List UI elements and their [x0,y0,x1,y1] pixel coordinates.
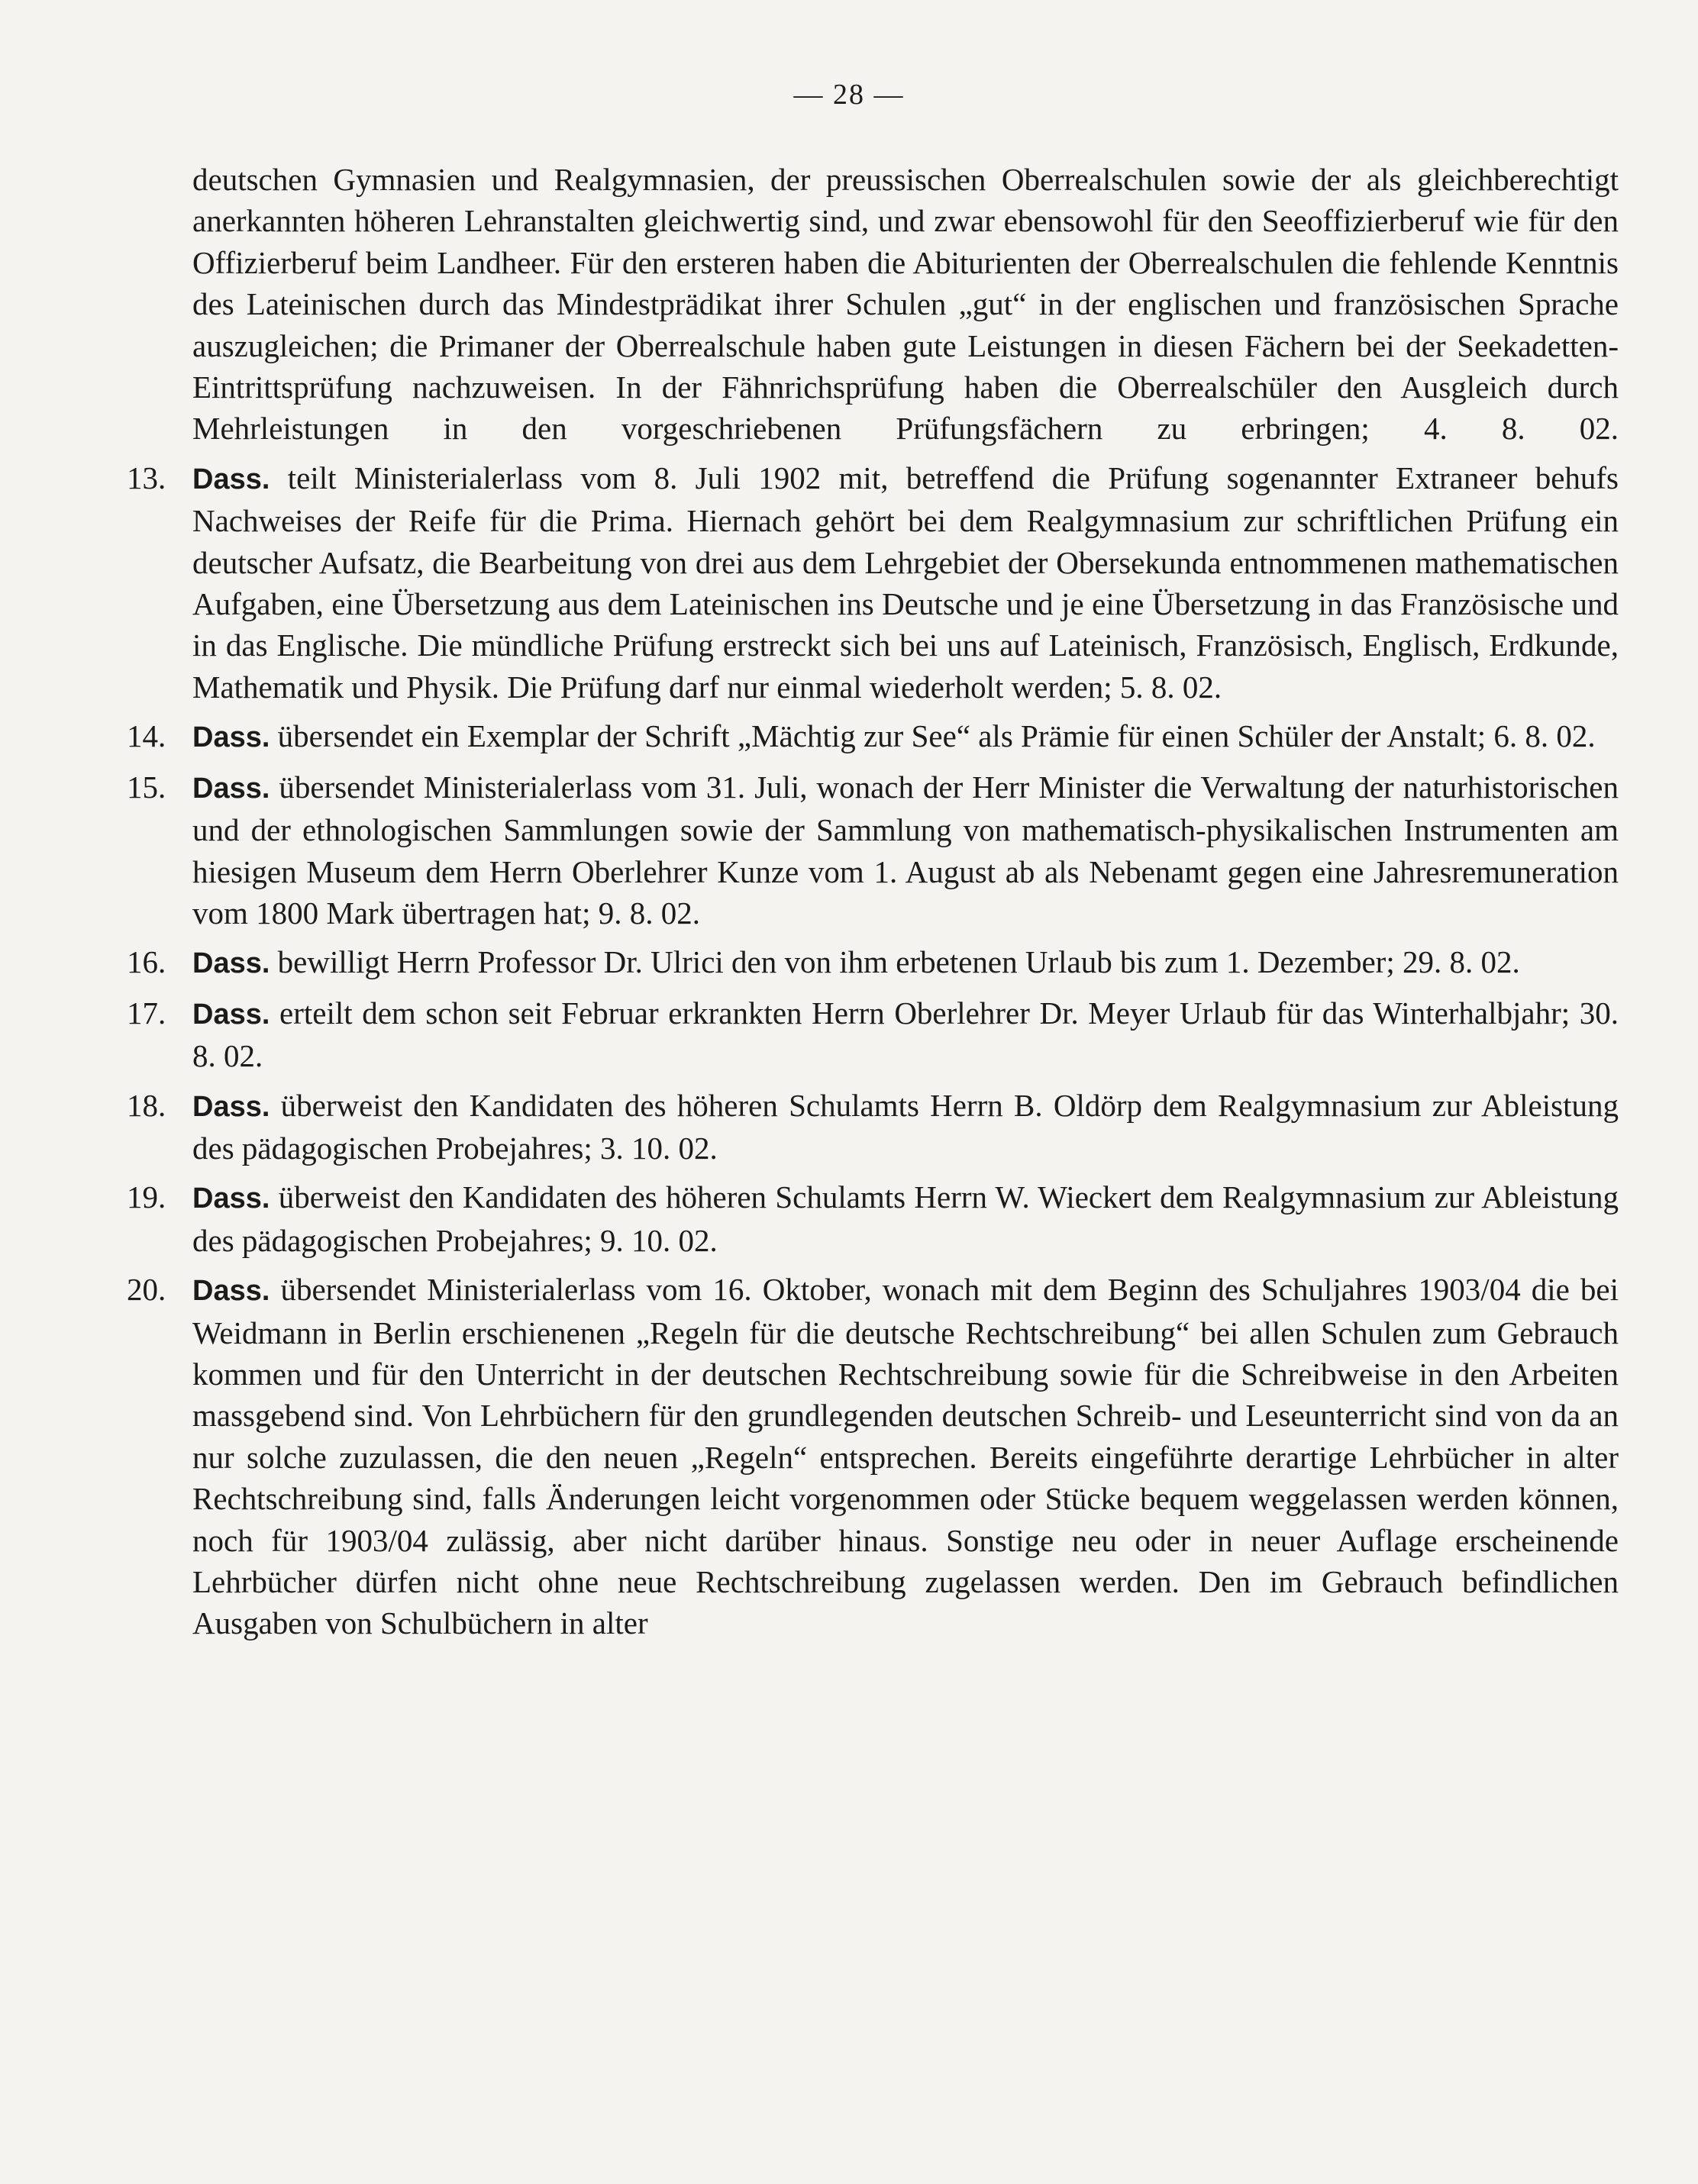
entry-body: überweist den Kandidaten des höheren Schulamts Herrn B. Oldörp dem Realgymnasium zur Ableistung des pädagogischen Probejahres; 3. 10. 02. [192,1087,1619,1166]
entry-14 [127,715,1619,758]
entry-lead: Dass. [192,1182,270,1215]
entry-number: 18. [127,1087,166,1123]
entry-lead: Dass. [192,463,270,495]
entry-text [192,766,1619,934]
entry-text [192,715,1619,758]
entry-lead: Dass. [192,947,270,980]
entry-text [192,457,1619,708]
entry-13 [127,457,1619,708]
entry-20 [127,1269,1619,1644]
entry-number: 19. [127,1179,166,1215]
entry-body: übersendet ein Exemplar der Schrift „Mächtig zur See“ als Prämie für einen Schüler der Anstalt; 6. 8. 02. [277,718,1596,754]
entry-number: 16. [127,944,166,980]
entry-text [192,941,1619,984]
entry-lead: Dass. [192,998,270,1031]
entry-body: übersendet Ministerialerlass vom 16. Oktober, wonach mit dem Beginn des Schuljahres 1903/04 die bei Weidmann in Berlin erschienenen „Regeln für die deutsche Rechtschreibung“ bei allen Schulen zum Gebrauch kommen und für den Unterricht in der deutschen Rechtschreibung sowie für die Schreibweise in den Arbeiten massgebend sind. Von Lehrbüchern für den grundlegenden deutschen Schreib- und Leseunterricht sind von da an nur solche zuzulassen, die den neuen „Regeln“ entsprechen. Bereits eingeführte derartige Lehrbücher in alter Rechtschreibung sind, falls Änderungen leicht vorgenommen oder Stücke bequem weggelassen werden können, noch für 1903/04 zulässig, aber nicht darüber hinaus. Sonstige neu oder in neuer Auflage erscheinende Lehrbücher dürfen nicht ohne neue Rechtschreibung zugelassen werden. Den im Gebrauch befindlichen Ausgaben von Schulbüchern in alter [192,1272,1619,1641]
entry-text [192,1176,1619,1261]
entry-body: erteilt dem schon seit Februar erkrankten Herrn Oberlehrer Dr. Meyer Urlaub für das Winterhalbjahr; 30. 8. 02. [192,995,1619,1074]
entry-19 [127,1176,1619,1261]
entry-15 [127,766,1619,934]
entry-number: 14. [127,718,166,754]
entry-body: überweist den Kandidaten des höheren Schulamts Herrn W. Wieckert dem Realgymnasium zur Ableistung des pädagogischen Probejahres; 9. 10. 02. [192,1179,1619,1258]
entry-text [192,1085,1619,1169]
entry-18 [127,1085,1619,1169]
entry-text [192,992,1619,1077]
entry-lead: Dass. [192,772,270,805]
entry-body: teilt Ministerialerlass vom 8. Juli 1902 mit, betreffend die Prüfung sogenannter Extraneer behufs Nachweises der Reife für die Prima. Hiernach gehört bei dem Realgymnasium zur schriftlichen Prüfung ein deutscher Aufsatz, die Bearbeitung von drei aus dem Lehrgebiet der Obersekunda entnommenen mathematischen Aufgaben, eine Übersetzung aus dem Lateinischen ins Deutsche und je eine Übersetzung in das Französische und in das Englische. Die mündliche Prüfung erstreckt sich bei uns auf Lateinisch, Französisch, Englisch, Erdkunde, Mathematik und Physik. Die Prüfung darf nur einmal wiederholt werden; 5. 8. 02. [192,460,1619,705]
entry-lead: Dass. [192,1275,270,1308]
entry-16 [127,941,1619,984]
entry-number: 13. [127,460,166,495]
entry-lead: Dass. [192,721,270,754]
page-number: — 28 — [793,79,905,111]
document-body [127,159,1619,1644]
entry-body: übersendet Ministerialerlass vom 31. Juli, wonach der Herr Minister die Verwaltung der naturhistorischen und der ethnologischen Sammlungen sowie der Sammlung von mathematisch-physikalischen Instrumenten am hiesigen Museum dem Herrn Oberlehrer Kunze vom 1. August ab als Nebenamt gegen eine Jahresremuneration vom 1800 Mark übertragen hat; 9. 8. 02. [192,769,1619,931]
entry-text [192,1269,1619,1644]
entry-17 [127,992,1619,1077]
entry-number: 17. [127,995,166,1031]
entry-body: bewilligt Herrn Professor Dr. Ulrici den von ihm erbetenen Urlaub bis zum 1. Dezember; 29. 8. 02. [277,944,1520,980]
intro-paragraph: deutschen Gymnasien und Realgymnasien, der preussischen Oberrealschulen sowie der als gleichberechtigt anerkannten höheren Lehranstalten gleichwertig sind, und zwar ebensowohl für den Seeoffizierberuf wie für den Offizierberuf beim Landheer. Für den ersteren haben die Abiturienten der Oberrealschulen die fehlende Kenntnis des Lateinischen durch das Mindestprädikat ihrer Schulen „gut“ in der englischen und französischen Sprache auszugleichen; die Primaner der Oberrealschule haben gute Leistungen in diesen Fächern bei der Seekadetten-Eintrittsprüfung nachzuweisen. In der Fähnrichsprüfung haben die Oberrealschüler den Ausgleich durch Mehrleistungen in den vorgeschriebenen Prüfungsfächern zu erbringen; 4. 8. 02. [192,162,1619,447]
entry-number: 15. [127,769,166,805]
entry-number: 20. [127,1272,166,1308]
entry-lead: Dass. [192,1090,270,1123]
